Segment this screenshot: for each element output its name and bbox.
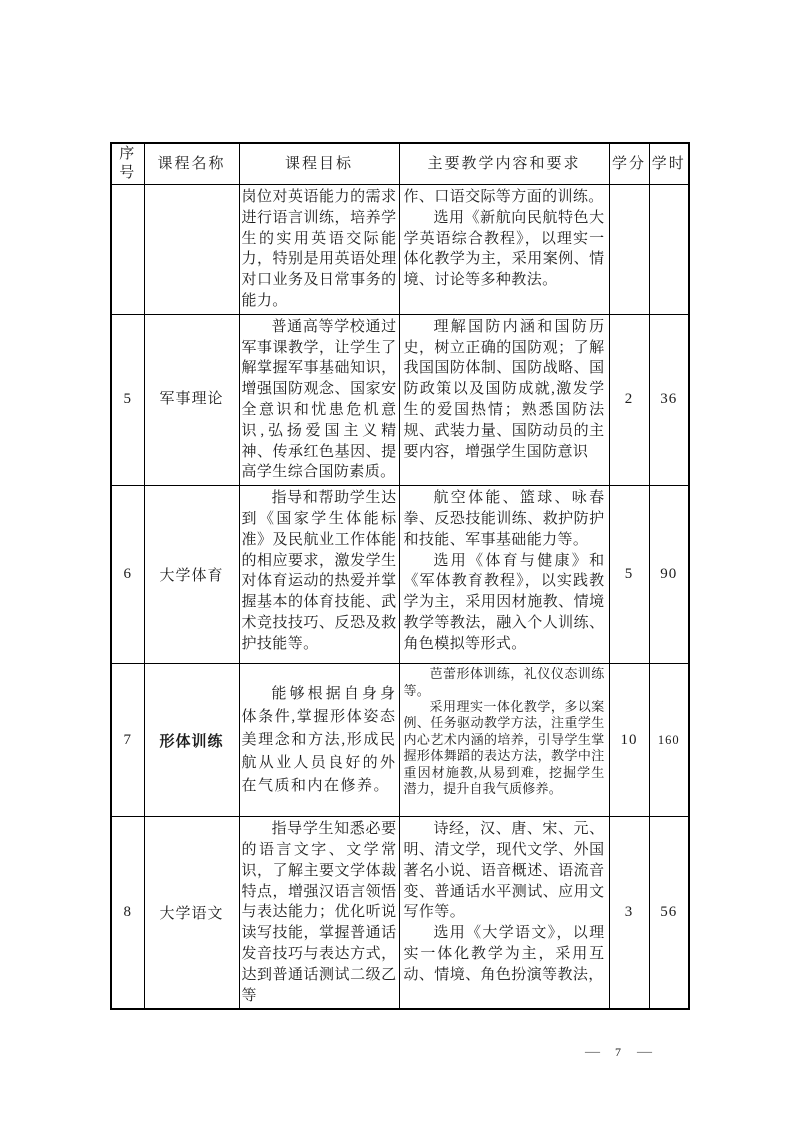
course-row-7 [111,664,689,817]
objective-paragraph: 普通高等学校通过军事课教学，让学生了解掌握军事基础知识，增强国防观念、国家安全意识和忧患危机意识,弘扬爱国主义精神、传承红色基因、提高学生综合国防素质。 [241,318,397,481]
course-row-5 [111,314,689,485]
content-paragraph: 理解国防内涵和国防历史，树立正确的国防观；了解我国国防体制、国防战略、国防政策以及国防成就,激发学生的爱国热情；熟悉国防法规、武装力量、国防动员的主要内容，增强学生国防意识 [403,318,605,460]
cell-course-name: 大学语文 [144,817,239,1010]
content-paragraph: 芭蕾形体训练，礼仪仪态训练等。 [403,666,605,698]
content-paragraph: 选用《大学语文》，以理实一体化教学为主，采用互动、情境、角色扮演等教法， [403,925,605,983]
objective-paragraph: 指导和帮助学生达到《国家学生体能标准》及民航业工作体能的相应要求，激发学生对体育运动的热爱并掌握基本的体育技能、武术竞技技巧、反恐及救护技能等。 [241,490,397,652]
header-course-name: 课程名称 [144,143,239,185]
content-paragraph: 作、口语交际等方面的训练。 [403,189,604,205]
course-row-8 [111,817,689,1010]
cell-hours: 36 [649,314,689,485]
cell-objective [239,486,399,664]
cell-hours: 56 [649,817,689,1010]
header-credits: 学分 [609,143,649,185]
course-row-continuation [111,185,689,315]
header-objective: 课程目标 [239,143,399,185]
header-content: 主要教学内容和要求 [399,143,609,185]
footer-dash-left: — [585,1044,599,1060]
course-row-6 [111,486,689,664]
cell-credits: 10 [609,664,649,817]
content-paragraph: 选用《新航向民航特色大学英语综合教程》，以理实一体化教学为主，采用案例、情境、讨论等多种教法。 [403,209,605,289]
cell-content [399,314,609,485]
cell-course-name: 大学体育 [144,486,239,664]
cell-seq [111,185,144,315]
cell-seq: 6 [111,486,144,664]
cell-content [399,185,609,315]
cell-credits: 5 [609,486,649,664]
cell-objective [239,185,399,315]
objective-paragraph: 能够根据自身身体条件,掌握形体姿态美理念和方法,形成民航从业人员良好的外在气质和内在修养。 [241,685,397,794]
cell-credits: 2 [609,314,649,485]
page-footer [585,1044,651,1061]
cell-seq: 7 [111,664,144,817]
cell-credits [609,185,649,315]
header-hours: 学时 [649,143,689,185]
cell-content [399,817,609,1010]
cell-course-name [144,185,239,315]
cell-objective [239,817,399,1010]
cell-objective [239,314,399,485]
cell-course-name: 军事理论 [144,314,239,485]
content-paragraph: 选用《体育与健康》和《军体教育教程》，以实践教学为主，采用因材施教、情境教学等教法，融入个人训练、角色模拟等形式。 [403,552,605,652]
objective-paragraph: 岗位对英语能力的需求进行语言训练，培养学生的实用英语交际能力，特别是用英语处理对口业务及日常事务的能力。 [241,189,397,309]
footer-dash-right: — [637,1044,651,1060]
course-plan-table [110,142,690,1010]
cell-content [399,486,609,664]
objective-paragraph: 指导学生知悉必要的语言文字、文学常识，了解主要文学体裁特点，增强汉语言领悟与表达能力；优化听说读写技能，掌握普通话发音技巧与表达方式，达到普通话测试二级乙等 [241,821,397,1004]
content-paragraph: 航空体能、篮球、咏春拳、反恐技能训练、救护防护和技能、军事基础能力等。 [403,490,605,548]
header-seq: 序号 [111,143,144,185]
cell-credits: 3 [609,817,649,1010]
cell-seq: 5 [111,314,144,485]
cell-hours: 160 [649,664,689,817]
table-header-row [111,143,689,185]
content-paragraph: 诗经，汉、唐、宋、元、明、清文学，现代文学、外国著名小说、语音概述、语流音变、普通话水平测试、应用文写作等。 [403,821,605,921]
cell-course-name: 形体训练 [144,664,239,817]
cell-content [399,664,609,817]
page-number: 7 [615,1045,621,1059]
cell-hours [649,185,689,315]
cell-seq: 8 [111,817,144,1010]
cell-objective [239,664,399,817]
content-paragraph: 采用理实一体化教学，多以案例、任务驱动教学方法，注重学生内心艺术内涵的培养，引导学生掌握形体舞蹈的表达方法，教学中注重因材施教,从易到难，挖掘学生潜力，提升自我气质修养。 [403,698,605,796]
cell-hours: 90 [649,486,689,664]
